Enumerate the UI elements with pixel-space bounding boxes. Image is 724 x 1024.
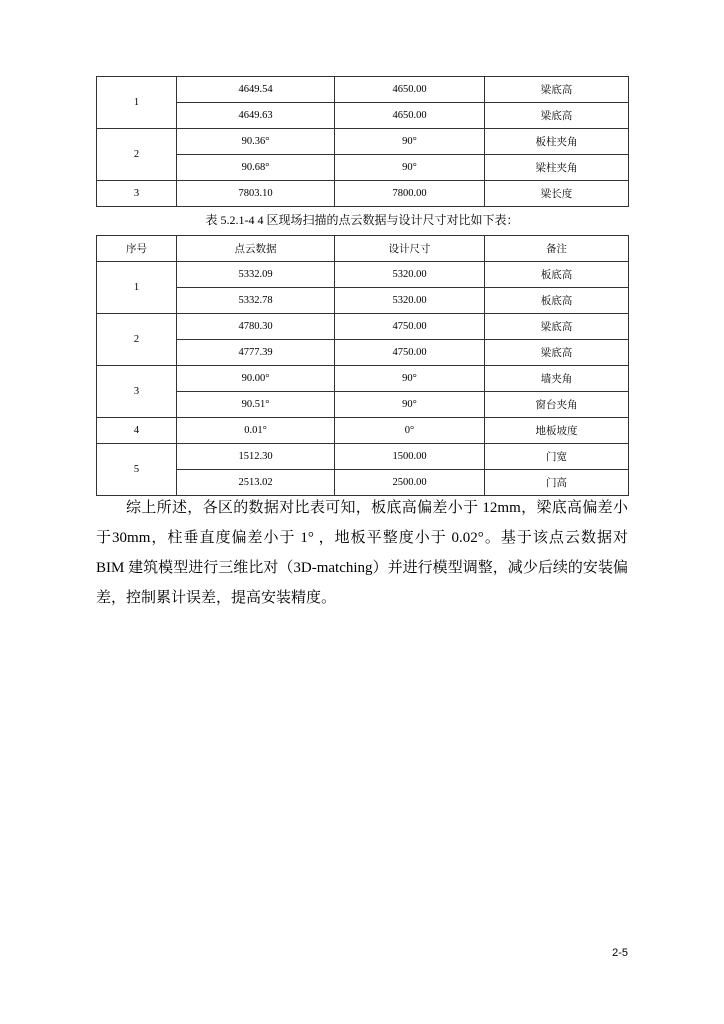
cell-cloud: 4649.63 [177,103,335,129]
cell-design: 4750.00 [335,340,485,366]
cell-note: 门高 [485,470,629,496]
cell-cloud: 0.01° [177,418,335,444]
cell-design: 90° [335,366,485,392]
cell-note: 板柱夹角 [485,129,629,155]
table-body [97,262,629,496]
cell-design: 4650.00 [335,103,485,129]
cell-cloud: 5332.09 [177,262,335,288]
table-row [97,314,629,340]
cell-seq: 2 [97,129,177,181]
table-row [97,418,629,444]
table-row [97,470,629,496]
cell-seq: 1 [97,77,177,129]
table-row [97,288,629,314]
cell-cloud: 90.36° [177,129,335,155]
cell-seq: 2 [97,314,177,366]
table-caption: 表 5.2.1-4 4 区现场扫描的点云数据与设计尺寸对比如下表： [205,213,519,227]
header-note: 备注 [485,236,629,262]
cell-cloud: 5332.78 [177,288,335,314]
cell-cloud: 1512.30 [177,444,335,470]
cell-seq: 4 [97,418,177,444]
cell-note: 窗台夹角 [485,392,629,418]
cell-seq: 3 [97,366,177,418]
table-row [97,366,629,392]
table-row [97,77,629,103]
table-row [97,129,629,155]
cell-note: 门宽 [485,444,629,470]
cell-note: 梁底高 [485,340,629,366]
table-row [97,444,629,470]
cell-design: 4750.00 [335,314,485,340]
table-body [97,77,629,207]
page-number: 2-5 [612,947,628,959]
cell-note: 梁底高 [485,77,629,103]
cell-cloud: 7803.10 [177,181,335,207]
cell-design: 1500.00 [335,444,485,470]
summary-paragraph: 综上所述，各区的数据对比表可知，板底高偏差小于 12mm，梁底高偏差小于30mm，柱垂直度偏差小于 1° ，地板平整度小于 0.02°。基于该点云数据对 BIM 建筑模型进行三维比对（3D-matching）并进行模型调整，减少后续的安装偏差，控制累计误差，提高安装精度。 [96,500,628,606]
cell-seq: 5 [97,444,177,496]
cell-cloud: 4649.54 [177,77,335,103]
cell-note: 梁柱夹角 [485,155,629,181]
header-seq: 序号 [97,236,177,262]
cell-note: 梁底高 [485,314,629,340]
cell-design: 5320.00 [335,262,485,288]
comparison-table-top [96,76,629,207]
table-row [97,155,629,181]
comparison-table-zone4 [96,235,629,496]
cell-design: 90° [335,392,485,418]
header-cloud: 点云数据 [177,236,335,262]
cell-design: 90° [335,129,485,155]
cell-seq: 3 [97,181,177,207]
cell-note: 板底高 [485,288,629,314]
table-row [97,262,629,288]
cell-note: 地板坡度 [485,418,629,444]
cell-design: 0° [335,418,485,444]
cell-note: 梁长度 [485,181,629,207]
cell-seq: 1 [97,262,177,314]
cell-cloud: 2513.02 [177,470,335,496]
cell-cloud: 4777.39 [177,340,335,366]
cell-note: 墙夹角 [485,366,629,392]
cell-design: 7800.00 [335,181,485,207]
cell-design: 5320.00 [335,288,485,314]
table-row [97,103,629,129]
cell-cloud: 4780.30 [177,314,335,340]
header-row [97,236,629,262]
header-design: 设计尺寸 [335,236,485,262]
cell-note: 板底高 [485,262,629,288]
cell-design: 2500.00 [335,470,485,496]
cell-cloud: 90.51° [177,392,335,418]
cell-design: 90° [335,155,485,181]
table-row [97,392,629,418]
table-row [97,181,629,207]
cell-design: 4650.00 [335,77,485,103]
cell-note: 梁底高 [485,103,629,129]
table-row [97,340,629,366]
cell-cloud: 90.68° [177,155,335,181]
cell-cloud: 90.00° [177,366,335,392]
